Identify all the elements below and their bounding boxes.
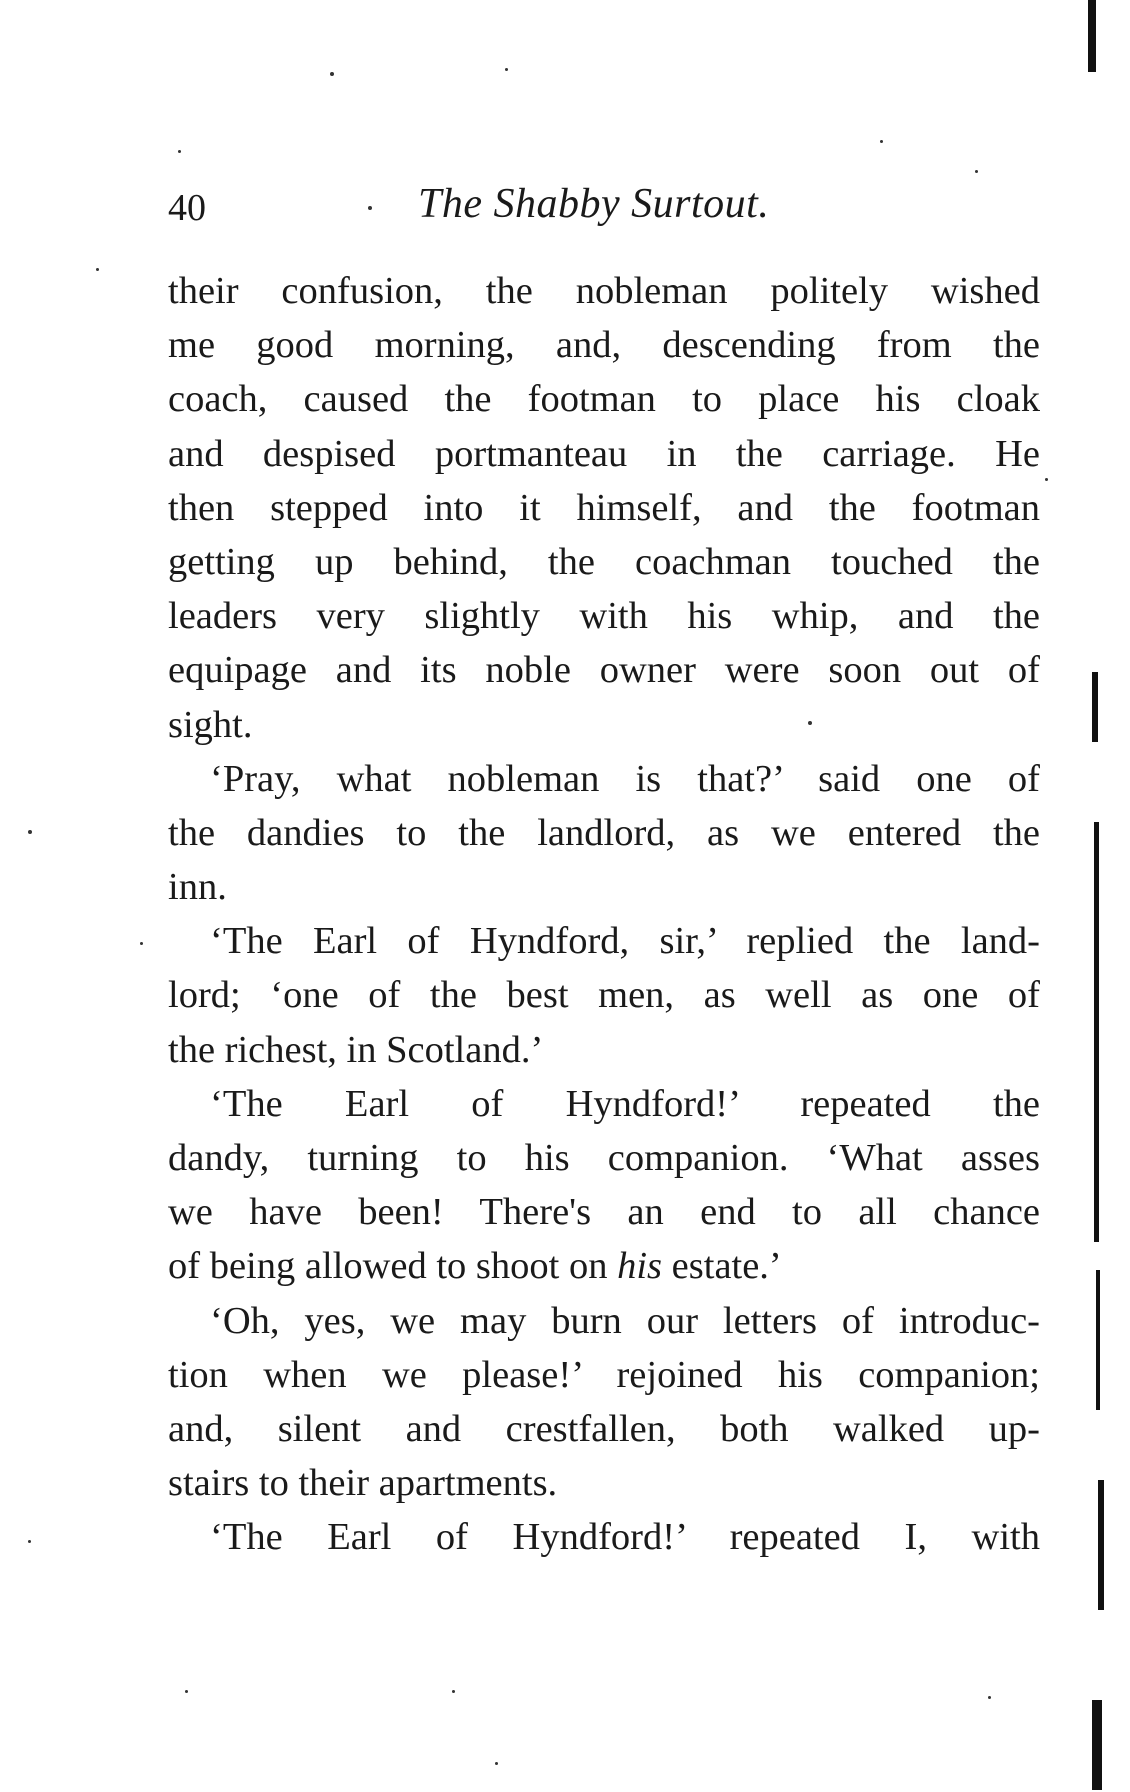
- scan-speck: [808, 721, 812, 725]
- text-line: me good morning, and, descending from the: [168, 324, 1040, 367]
- page-edge-shadow: [1094, 822, 1099, 1242]
- text-segment: estate.’: [662, 1245, 782, 1288]
- text-line: [168, 1239, 1040, 1293]
- text-line: ‘Pray, what nobleman is that?’ said one of: [210, 757, 1040, 800]
- text-line: and, silent and crestfallen, both walked up-: [168, 1407, 1040, 1450]
- text-line: ‘The Earl of Hyndford, sir,’ replied the land-: [210, 920, 1040, 963]
- page-edge-shadow: [1096, 1270, 1100, 1410]
- text-line: equipage and its noble owner were soon out of: [168, 649, 1040, 692]
- text-line: tion when we please!’ rejoined his companion;: [168, 1353, 1040, 1396]
- page-edge-shadow: [1098, 1480, 1104, 1610]
- header-separator-dot: [368, 206, 372, 210]
- text-line: ‘Oh, yes, we may burn our letters of introduc-: [210, 1299, 1040, 1342]
- scan-speck: [880, 140, 883, 143]
- page-edge-shadow: [1088, 0, 1096, 72]
- scan-speck: [96, 268, 99, 271]
- page-number: 40: [168, 187, 206, 229]
- scan-speck: [140, 942, 143, 945]
- page-header: [168, 180, 1048, 240]
- text-line: ‘The Earl of Hyndford!’ repeated the: [210, 1082, 1040, 1125]
- scan-speck: [988, 1696, 991, 1699]
- text-line: the richest, in Scotland.’: [168, 1028, 544, 1071]
- text-line: lord; ‘one of the best men, as well as one of: [168, 974, 1040, 1017]
- page-edge-shadow: [1092, 672, 1098, 742]
- page-edge-shadow: [1092, 1700, 1102, 1790]
- text-line: coach, caused the footman to place his cloak: [168, 378, 1040, 421]
- scan-speck: [28, 1540, 31, 1543]
- text-line: and despised portmanteau in the carriage. He: [168, 432, 1040, 475]
- text-line: getting up behind, the coachman touched the: [168, 540, 1040, 583]
- body-text: [168, 264, 1040, 1565]
- scan-speck: [975, 170, 978, 173]
- text-segment: of being allowed to shoot on: [168, 1245, 618, 1288]
- scan-speck: [330, 72, 334, 76]
- text-line: their confusion, the nobleman politely wished: [168, 270, 1040, 312]
- text-line: stairs to their apartments.: [168, 1462, 558, 1505]
- scan-speck: [185, 1690, 188, 1693]
- italic-word: his: [617, 1245, 663, 1288]
- text-line: inn.: [168, 866, 227, 909]
- text-line: ‘The Earl of Hyndford!’ repeated I, with: [210, 1516, 1040, 1559]
- scan-speck: [28, 830, 32, 834]
- scan-speck: [505, 68, 508, 71]
- scan-speck: [452, 1690, 455, 1693]
- scan-speck: [178, 150, 181, 153]
- text-line: then stepped into it himself, and the footman: [168, 486, 1040, 529]
- running-title: The Shabby Surtout.: [418, 181, 770, 227]
- text-line: leaders very slightly with his whip, and the: [168, 595, 1040, 638]
- scan-speck: [495, 1762, 498, 1765]
- text-line: sight.: [168, 703, 253, 746]
- scan-speck: [1045, 478, 1048, 481]
- text-line: the dandies to the landlord, as we entered the: [168, 811, 1040, 854]
- text-line: dandy, turning to his companion. ‘What asses: [168, 1137, 1040, 1179]
- text-line: we have been! There's an end to all chance: [168, 1191, 1040, 1234]
